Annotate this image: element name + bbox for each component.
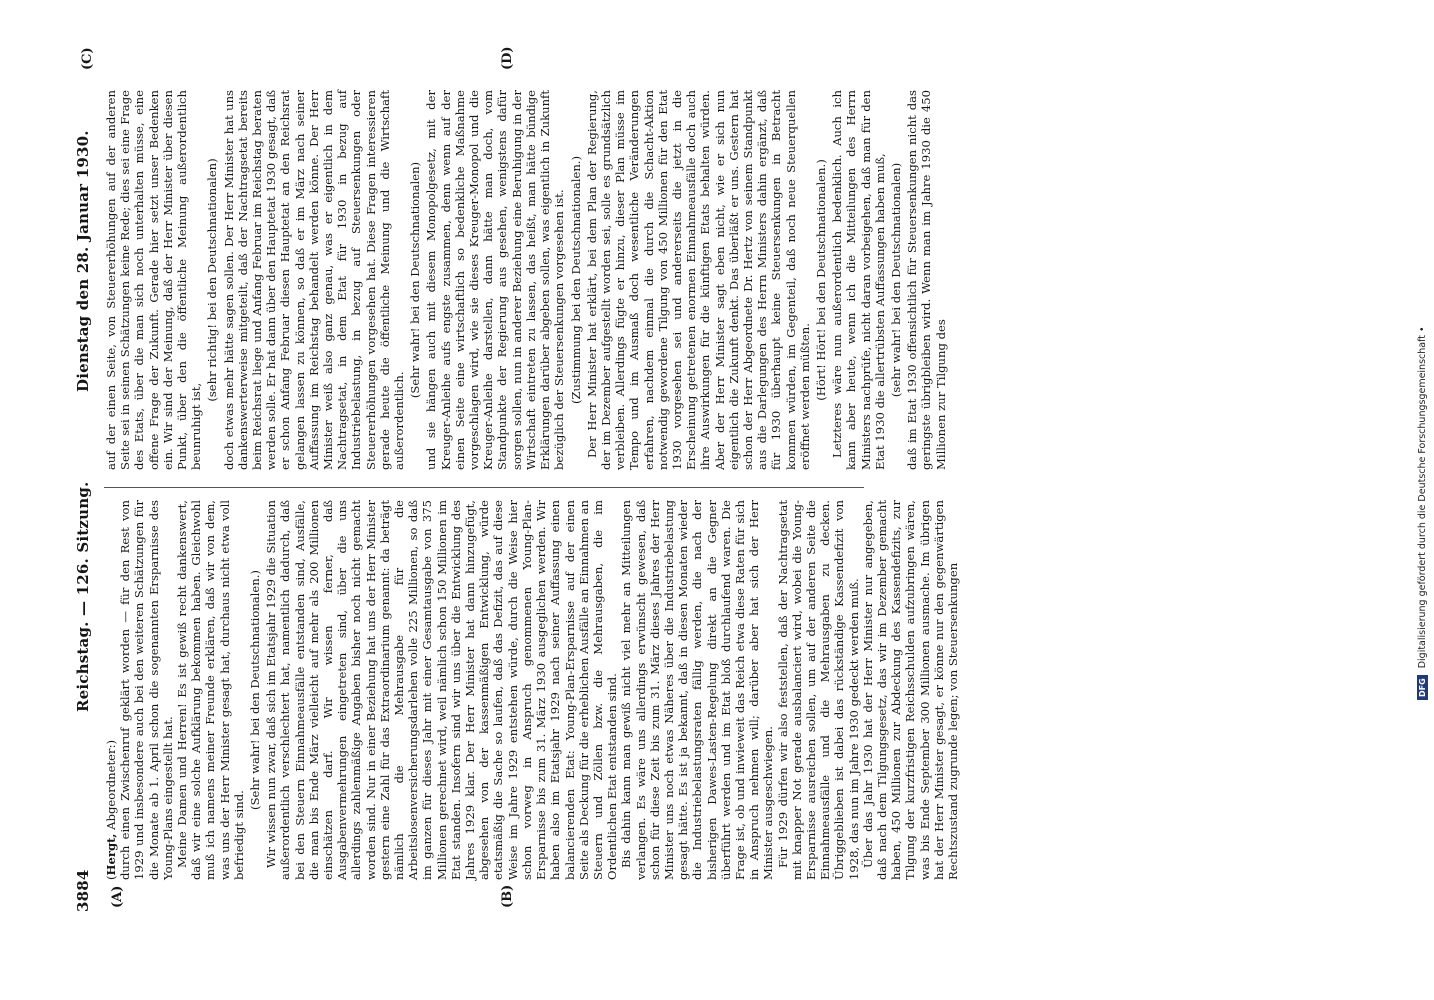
speaker-role: Abgeordneter: <box>104 744 118 830</box>
running-head <box>72 72 98 912</box>
interjection: (Sehr wahr! bei den Deutschnationalen) <box>408 161 423 399</box>
interjection: (Hört! Hört! bei den Deutschnationalen.) <box>813 159 828 401</box>
paragraph: Über das Jahr 1930 hat der Herr Minister nur angegeben, daß nach dem Tilgungsgesetz, das wir im Dezember gemacht haben, 450 Millionen zur Abdeckung des Kassendefizits, zur Tilgung der kurzfristigen Reichsschulden aufzubringen wären, was bis Ende September 300 Millionen ausmache. Im übrigen hat der Herr Minister gesagt, er könne nur den gegenwärtigen Rechtszustand zugrunde legen; von Steuersenkungen <box>860 500 960 880</box>
paragraph: daß im Etat 1930 offensichtlich für Steuersenkungen nicht das geringste übrigbleiben wird. Wenn man im Jahre 1930 die 450 Millionen zur Tilgung des <box>905 90 948 470</box>
margin-marker-a: (A) <box>110 885 125 908</box>
page-number: 3884 <box>74 869 92 912</box>
paragraph: Für 1929 dürfen wir also feststellen, daß der Nachtragsetat mit knapper Not gerade ausbalanciert wird, wobei die Young-Ersparnisse ausreichen sollen, um auf der anderen Seite die Einnahmeausfälle und die Mehrausgaben zu decken. Übriggeblieben ist dabei das rückständige Kassendefizit von 1928, das nun im Jahre 1930 gedeckt werden muß. <box>775 500 861 880</box>
column-divider <box>104 487 864 488</box>
paragraph: Bis dahin kann man gewiß nicht viel mehr an Mitteilungen verlangen. Es wäre uns allerdings erwünscht gewesen, daß schon für diese Zeit bis zum 31. März dieses Jahres der Herr Minister uns noch etwas Näheres über die Industriebelastung gesagt hätte. Es ist ja bekannt, daß in diesen Monaten wieder die Industriebelastungsraten fällig werden, die nach der bisherigen Dawes-Lasten-Regelung direkt an die Gegner überführt werden und im Etat bloß durchlaufend waren. Die Frage ist, ob und inwieweit das Reich etwa diese Raten für sich in Anspruch nehmen will; darüber aber hat sich der Herr Minister ausgeschwiegen. <box>619 500 776 880</box>
paragraph: Meine Damen und Herren! Es ist gewiß recht dankenswert, daß wir eine solche Aufklärung bekommen haben. Gleichwohl muß ich namens meiner Freunde erklären, daß wir von dem, was uns der Herr Minister gesagt hat, durchaus nicht etwa voll befriedigt sind. <box>175 500 246 880</box>
margin-marker-d: (D) <box>500 46 515 70</box>
paragraph: Wir wissen nun zwar, daß sich im Etatsjahr 1929 die Situation außerordentlich verschlechtert hat, namentlich dadurch, daß bei den Steuern Einnahmeausfälle entstanden sind, Ausfälle, die man bis Ende März vielleicht auf mehr als 200 Millionen einschätzen darf. Wir wissen ferner, daß Ausgabenvermehrungen eingetreten sind, über die uns allerdings zahlenmäßige Angaben bisher noch nicht gemacht worden sind. Nur in einer Beziehung hat uns der Herr Minister gestern eine Zahl für das Extraordinarium genannt: da beträgt nämlich die Mehrausgabe für die Arbeitslosenversicherungsdarlehen volle 225 Millionen, so daß im ganzen für dieses Jahr mit einer Gesamtausgabe von 375 Millionen gerechnet wird, weil nämlich schon 150 Millionen im Etat standen. Insofern sind wir uns über die Entwicklung des Jahres 1929 klar. Der Herr Minister hat dann hinzugefügt, abgesehen von der kassenmäßigen Entwicklung, würde etatsmäßig die Sache so laufen, daß das Defizit, das auf diese Weise im Jahre 1929 entstehen würde, durch die Weise hier schon vorweg in Anspruch genommenen Young-Plan-Ersparnisse bis zum 31. März 1930 ausgeglichen werden. Wir haben also im Etatsjahr 1929 nach seiner Auffassung einen balancierenden Etat: Young-Plan-Ersparnisse auf der einen Seite als Deckung für die erheblichen Ausfälle an Einnahmen an Steuern und Zöllen bzw. die Mehrausgaben, die im Ordentlichen Etat entstanden sind. <box>264 500 620 880</box>
digitization-note <box>1417 10 1428 700</box>
interjection: (Zustimmung bei den Deutschnationalen.) <box>568 155 583 405</box>
paragraph: Letzteres wäre nun außerordentlich bedenklich. Auch ich kann aber heute, wenn ich die Mitteilungen des Herrn Ministers nachprüfe, nicht daran vorbeigehen, daß man für den Etat 1930 die allertrübsten Auffassungen haben muß, <box>830 90 887 470</box>
paragraph: doch etwas mehr hätte sagen sollen. Der Herr Minister hat uns dankenswerterweise mitgeteilt, daß der Nachtragsetat bereits beim Reichsrat liege und Anfang Februar im Reichstag beraten werden solle. Er hat dann über den Hauptetat 1930 gesagt, daß er schon Anfang Februar diesen Hauptetat an den Reichsrat gelangen lassen zu können, so daß er im März nach seiner Auffassung im Reichstag behandelt werden könne. Der Herr Minister weiß also ganz genau, was er eigentlich in dem Nachtragsetat, in dem Etat für 1930 in bezug auf Industriebelastung, in bezug auf Steuersenkungen oder Steuererhöhungen vorgesehen hat. Diese Fragen interessieren gerade heute die öffentliche Meinung und die Wirtschaft außerordentlich. <box>221 90 407 470</box>
paragraph: Der Herr Minister hat erklärt, bei dem Plan der Regierung, der im Dezember aufgestellt worden sei, solle es grundsätzlich verbleiben. Allerdings fügte er hinzu, dieser Plan müsse im Tempo und im Ausmaß doch wesentliche Veränderungen erfahren, nachdem einmal die durch die Schacht-Aktion notwendig gewordene Tilgung von 450 Millionen für den Etat 1930 vorgesehen sei und andererseits die jetzt in die Erscheinung getretenen enormen Einnahmeausfälle doch auch ihre Auswirkungen für die künftigen Etats behalten würden. Aber der Herr Minister sagt eben nicht, wie er sich nun eigentlich die Zukunft denkt. Das überläßt er uns. Gestern hat schon der Herr Abgeordnete Dr. Hertz von seinem Standpunkt aus die Darlegungen des Herrn Ministers dahin ergänzt, daß für 1930 überhaupt keine Steuersenkungen in Betracht kommen würden, im Gegenteil, daß noch neue Steuerquellen eröffnet werden müßten. <box>584 90 812 470</box>
interjection: (Sehr wahr! bei den Deutschnationalen.) <box>248 570 263 810</box>
right-column <box>104 90 948 470</box>
speaker-line: (Hergt, Abgeordneter:) <box>104 739 118 880</box>
margin-marker-b: (B) <box>500 884 515 908</box>
dfg-logo: DFG <box>1417 675 1428 700</box>
digitization-text: Digitalisierung gefördert durch die Deutsche Forschungsgemeinschaft • <box>1417 326 1428 669</box>
session-title: Reichstag. — 126. Sitzung. <box>74 481 92 712</box>
left-column <box>104 500 960 880</box>
interjection: (sehr richtig! bei den Deutschnationalen) <box>205 158 220 402</box>
speaker-name: Hergt, <box>104 833 118 876</box>
interjection: (sehr wahr! bei den Deutschnationalen) <box>888 162 903 398</box>
paragraph: auf der einen Seite, von Steuererhöhungen auf der anderen Seite sei in seinen Schätzungen keine Rede; dies sei eine Frage des Etats, über die man sich noch unterhalten müsse, eine offene Frage der Zukunft. Gerade hier setzt unser Bedenken ein. Wir sind der Meinung, daß der Herr Minister über diesen Punkt, über den die öffentliche Meinung außerordentlich beunruhigt ist, <box>104 90 204 470</box>
session-date: Dienstag den 28. Januar 1930. <box>74 130 92 392</box>
paragraph: und sie hängen auch mit diesem Monopolgesetz, mit der Kreuger-Anleihe aufs engste zusammen, denn wenn auf der einen Seite eine wirtschaftlich so bedenkliche Maßnahme vorgeschlagen wird, wie sie dieses Kreuger-Monopol und die Kreuger-Anleihe darstellen, dann hätte man doch, vom Standpunkte der Regierung aus gesehen, wenigstens dafür sorgen sollen, nun in anderer Beziehung eine Beruhigung in der Wirtschaft eintreten zu lassen, das heißt, man hätte bündige Erklärungen darüber abgeben sollen, was eigentlich in Zukunft bezüglich der Steuersenkungen vorgesehen ist. <box>424 90 567 470</box>
paragraph: durch einen Zwischenruf geklärt worden — für den Rest von 1929 und insbesondere auch bei den weiteren Schätzungen für die Monate ab 1. April schon die sogenannten Ersparnisse des Young-Plans eingestellt hat. <box>118 500 175 880</box>
margin-marker-c: (C) <box>80 47 95 70</box>
